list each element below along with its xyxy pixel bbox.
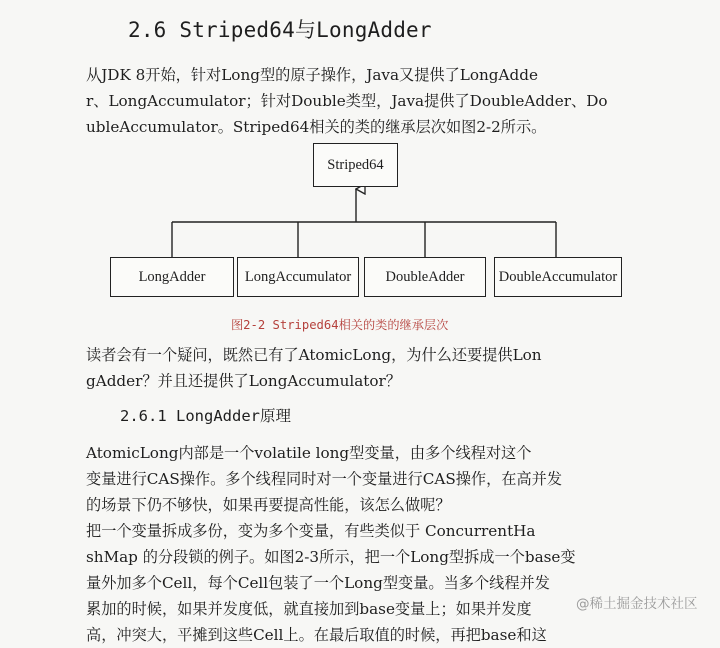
- question-paragraph: [86, 342, 642, 394]
- watermark: @稀土掘金技术社区: [576, 596, 698, 612]
- figure-caption: 图2-2 Striped64相关的类的继承层次: [231, 318, 449, 332]
- text-line: 读者会有一个疑问，既然已有了AtomicLong，为什么还要提供Lon: [86, 346, 542, 364]
- text-line: 量外加多个Cell，每个Cell包装了一个Long型变量。当多个线程并发: [86, 574, 550, 592]
- class-box-striped64: Striped64: [313, 143, 398, 187]
- subsection-title: 2.6.1 LongAdder原理: [120, 407, 291, 425]
- text-line: AtomicLong内部是一个volatile long型变量，由多个线程对这个: [86, 444, 532, 462]
- text-line: 从JDK 8开始，针对Long型的原子操作，Java又提供了LongAdde: [86, 66, 538, 84]
- text-line: r、LongAccumulator；针对Double类型，Java提供了DoubleAdder、Do: [86, 92, 608, 110]
- text-line: 高，冲突大，平摊到这些Cell上。在最后取值的时候，再把base和这: [86, 626, 547, 644]
- text-line: shMap 的分段锁的例子。如图2-3所示，把一个Long型拆成一个base变: [86, 548, 576, 566]
- class-box-longaccumulator: LongAccumulator: [237, 257, 359, 297]
- split-variable-paragraph: [86, 518, 642, 648]
- atomiclong-paragraph: [86, 440, 642, 518]
- text-line: 把一个变量拆成多份，变为多个变量，有些类似于 ConcurrentHa: [86, 522, 536, 540]
- text-line: 累加的时候，如果并发度低，就直接加到base变量上；如果并发度: [86, 600, 532, 618]
- text-line: gAdder？并且还提供了LongAccumulator？: [86, 372, 401, 390]
- text-line: 的场景下仍不够快，如果再要提高性能，该怎么做呢？: [86, 496, 451, 514]
- class-box-doubleaccumulator: DoubleAccumulator: [494, 257, 622, 297]
- class-box-longadder: LongAdder: [110, 257, 234, 297]
- text-line: ubleAccumulator。Striped64相关的类的继承层次如图2-2所示。: [86, 118, 547, 136]
- text-line: 变量进行CAS操作。多个线程同时对一个变量进行CAS操作，在高并发: [86, 470, 563, 488]
- class-box-doubleadder: DoubleAdder: [364, 257, 486, 297]
- section-title: 2.6 Striped64与LongAdder: [128, 18, 432, 42]
